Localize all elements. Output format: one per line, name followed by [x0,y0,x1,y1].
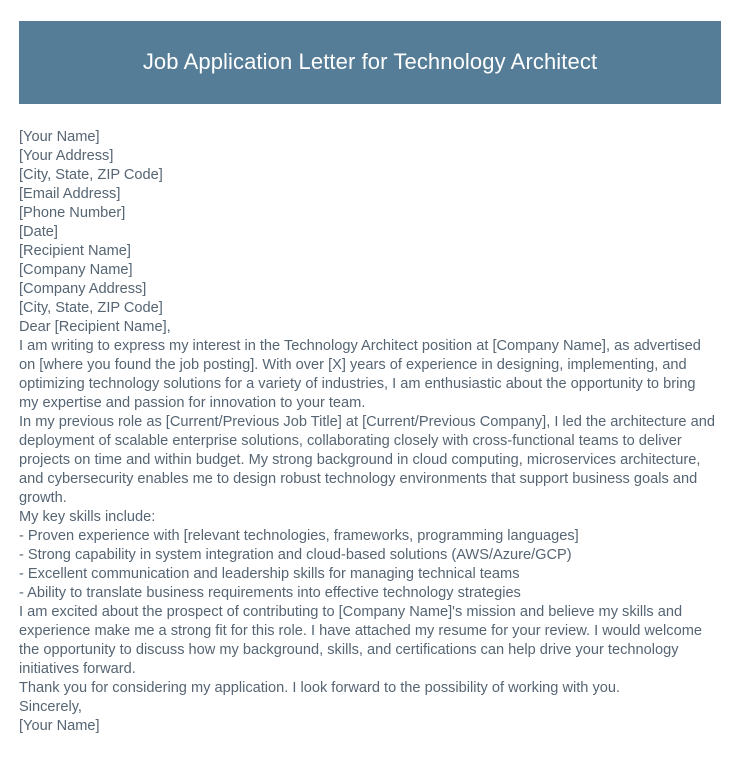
skill-item: - Ability to translate business requirements into effective technology strategies [19,585,521,601]
sender-email: [Email Address] [19,186,121,202]
body-paragraph-2: In my previous role as [Current/Previous Job Title] at [Current/Previous Company], I led the architecture and deployment of scalable enterprise solutions, collaborating closely with cross-functional teams to deliver projects on time and within budget. My strong background in cloud computing, microservices architecture, and cybersecurity enables me to design robust technology environments that support business goals and growth. [19,414,715,506]
recipient-company-name: [Company Name] [19,262,133,278]
recipient-name: [Recipient Name] [19,243,131,259]
closing-salutation: Sincerely, [19,699,82,715]
skills-list [19,527,719,603]
salutation: Dear [Recipient Name], [19,319,171,335]
body-paragraph-1: I am writing to express my interest in the Technology Architect position at [Company Name], as advertised on [where you found the job posting]. With over [X] years of experience in designing, implementing, and optimizing technology solutions for a variety of industries, I am enthusiastic about the opportunity to bring my expertise and passion for innovation to your team. [19,338,701,411]
sender-address-block [19,128,719,242]
recipient-company-address: [Company Address] [19,281,147,297]
skill-item: - Strong capability in system integration and cloud-based solutions (AWS/Azure/GCP) [19,547,572,563]
skill-item: - Proven experience with [relevant technologies, frameworks, programming languages] [19,528,579,544]
letter-date: [Date] [19,224,58,240]
sender-city-state-zip: [City, State, ZIP Code] [19,167,163,183]
signature-name: [Your Name] [19,718,100,734]
recipient-city-state-zip: [City, State, ZIP Code] [19,300,163,316]
sender-address: [Your Address] [19,148,114,164]
letter-header-banner [19,21,721,104]
body-paragraph-3: I am excited about the prospect of contributing to [Company Name]'s mission and believe my skills and experience make me a strong fit for this role. I have attached my resume for your review. I would welcome the opportunity to discuss how my background, skills, and certifications can help drive your technology initiatives forward. [19,604,702,677]
body-paragraph-4: Thank you for considering my application. I look forward to the possibility of working with you. [19,680,621,696]
letter-body [19,128,719,736]
recipient-address-block [19,242,719,318]
page-title: Job Application Letter for Technology Architect [142,49,598,75]
sender-name: [Your Name] [19,129,100,145]
sender-phone: [Phone Number] [19,205,126,221]
skill-item: - Excellent communication and leadership skills for managing technical teams [19,566,520,582]
skills-intro: My key skills include: [19,509,156,525]
